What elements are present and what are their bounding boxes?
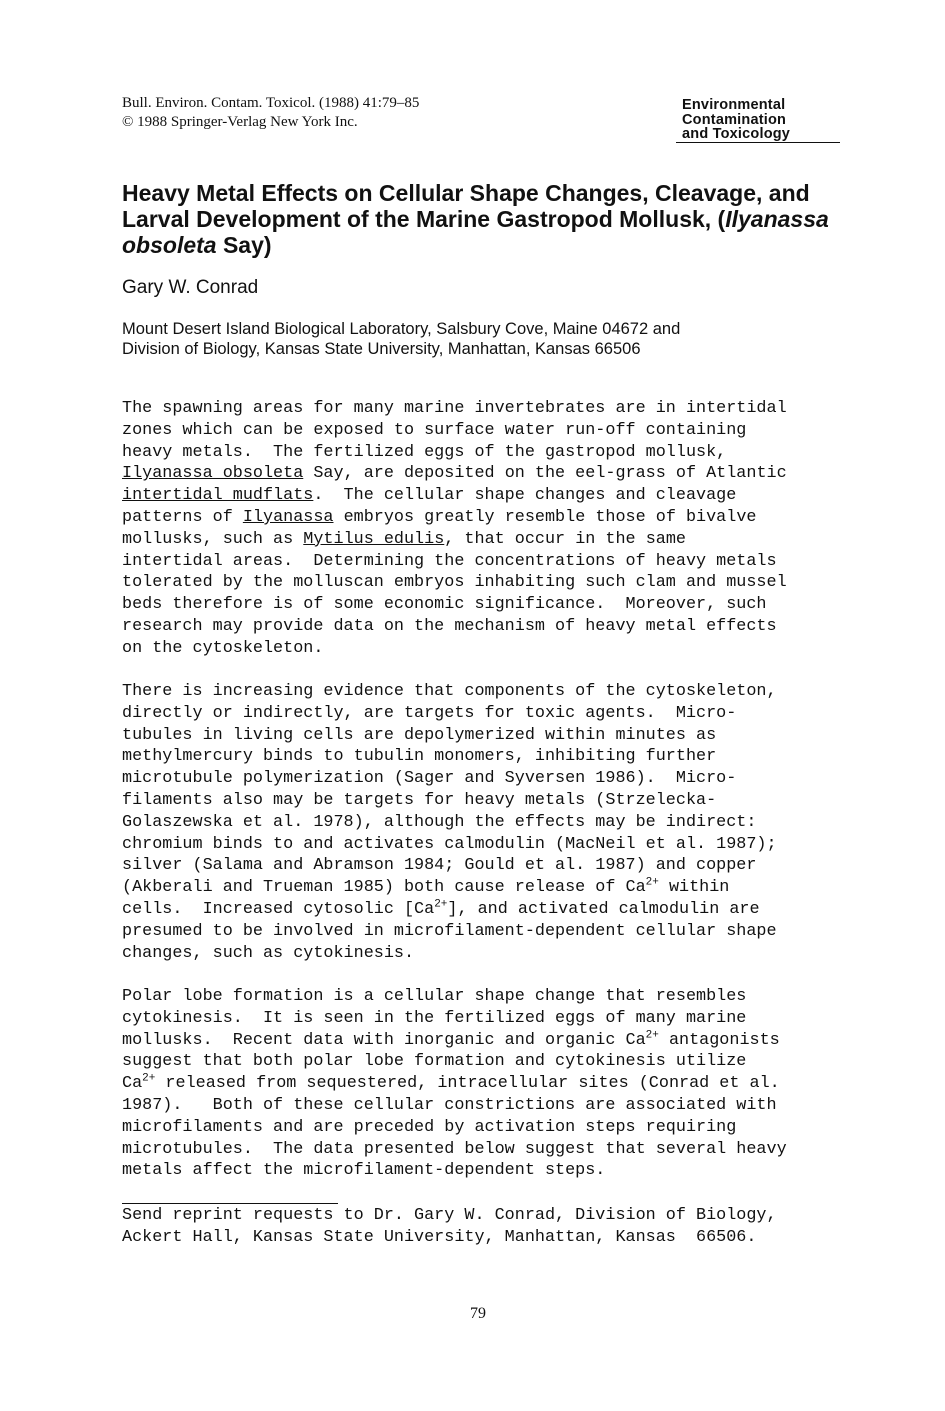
title-text: Heavy Metal Effects on Cellular Shape Changes, Cleavage, and Larval Development of the Marine Gastropod Mollusk, ( bbox=[122, 180, 810, 232]
paragraph-2 bbox=[122, 681, 862, 964]
text-line: . The cellular shape changes and cleavage bbox=[313, 486, 737, 506]
paragraph-3 bbox=[122, 986, 862, 1182]
text-line: presumed to be involved in microfilament-dependent cellular shape bbox=[122, 921, 777, 941]
article-title bbox=[122, 180, 842, 258]
text-line: The spawning areas for many marine invertebrates are in intertidal bbox=[122, 399, 787, 418]
text-line: Send reprint requests to Dr. Gary W. Conrad, Division of Biology, bbox=[122, 1206, 777, 1225]
superscript: 2+ bbox=[434, 898, 448, 911]
text-line: directly or indirectly, are targets for toxic agents. Micro- bbox=[122, 703, 737, 723]
text-line: Polar lobe formation is a cellular shape change that resembles bbox=[122, 987, 747, 1006]
text-line: embryos greatly resemble those of bivalve bbox=[333, 507, 757, 527]
superscript: 2+ bbox=[645, 876, 659, 889]
copyright: © 1988 Springer-Verlag New York Inc. bbox=[122, 114, 358, 130]
author-name: Gary W. Conrad bbox=[122, 277, 259, 298]
text-line: microtubule polymerization (Sager and Syversen 1986). Micro- bbox=[122, 769, 737, 789]
text-line: tolerated by the molluscan embryos inhabiting such clam and mussel bbox=[122, 573, 787, 593]
text-line: cytokinesis. It is seen in the fertilized eggs of many marine bbox=[122, 1008, 747, 1028]
text-line: filaments also may be targets for heavy metals (Strzelecka- bbox=[122, 790, 717, 810]
text-line: heavy metals. The fertilized eggs of the gastropod mollusk, bbox=[122, 442, 727, 462]
superscript: 2+ bbox=[645, 1029, 659, 1041]
page-number: 79 bbox=[470, 1305, 486, 1322]
text-line: beds therefore is of some economic significance. Moreover, such bbox=[122, 595, 767, 615]
text-line: mollusks, such as bbox=[122, 529, 304, 549]
journal-logo-line-1: Environmental bbox=[682, 97, 786, 113]
text-line: Say, are deposited on the eel-grass of Atlantic bbox=[303, 464, 787, 484]
text-line: metals affect the microfilament-dependent steps. bbox=[122, 1161, 606, 1181]
habitat-term: intertidal mudflats bbox=[122, 486, 314, 506]
journal-logo-line-3: and Toxicology bbox=[682, 126, 791, 142]
text-line: on the cytoskeleton. bbox=[122, 638, 324, 658]
text-line: suggest that both polar lobe formation and cytokinesis utilize bbox=[122, 1052, 747, 1072]
text-line: patterns of bbox=[122, 507, 243, 527]
text-line: within bbox=[658, 878, 730, 898]
superscript: 2+ bbox=[142, 1072, 156, 1085]
text-line: chromium binds to and activates calmodulin (MacNeil et al. 1987); bbox=[122, 834, 777, 854]
title-species: Ilyanassa obsoleta bbox=[122, 206, 829, 258]
text-line: Ackert Hall, Kansas State University, Manhattan, Kansas 66506. bbox=[122, 1227, 757, 1247]
footnote-divider bbox=[122, 1203, 338, 1204]
journal-citation-block bbox=[122, 94, 419, 132]
text-line: intertidal areas. Determining the concentrations of heavy metals bbox=[122, 551, 777, 571]
text-line: research may provide data on the mechanism of heavy metal effects bbox=[122, 616, 777, 636]
text-line: released from sequestered, intracellular sites (Conrad et al. bbox=[155, 1074, 780, 1094]
text-line: zones which can be exposed to surface water run-off containing bbox=[122, 420, 747, 440]
text-line: (Akberali and Trueman 1985) both cause release of Ca bbox=[122, 878, 646, 898]
text-line: There is increasing evidence that components of the cytoskeleton, bbox=[122, 682, 777, 701]
genus-name: Ilyanassa bbox=[242, 507, 334, 527]
text-line: methylmercury binds to tubulin monomers, inhibiting further bbox=[122, 747, 717, 767]
text-line: tubules in living cells are depolymerized within minutes as bbox=[122, 725, 717, 745]
text-line: , that occur in the same bbox=[444, 529, 686, 549]
species-name: Ilyanassa obsoleta bbox=[122, 464, 304, 484]
title-text-end: Say) bbox=[216, 232, 272, 258]
paragraph-1 bbox=[122, 398, 862, 660]
text-line: changes, such as cytokinesis. bbox=[122, 943, 415, 963]
journal-logo-line-2: Contamination bbox=[682, 111, 787, 128]
author-affiliation: Mount Desert Island Biological Laboratory, Salsbury Cove, Maine 04672 and Division of Biology, Kansas State University, Manhattan, Kansas 66506 bbox=[122, 320, 681, 358]
text-line: microfilaments and are preceded by activation steps requiring bbox=[122, 1117, 737, 1137]
species-name: Mytilus edulis bbox=[303, 529, 445, 549]
text-line: Ca bbox=[122, 1074, 143, 1094]
text-line: 1987). Both of these cellular constrictions are associated with bbox=[122, 1095, 777, 1115]
text-line: antagonists bbox=[658, 1030, 780, 1050]
footnote bbox=[122, 1205, 862, 1249]
text-line: silver (Salama and Abramson 1984; Gould et al. 1987) and copper bbox=[122, 856, 757, 876]
text-line: cells. Increased cytosolic [Ca bbox=[122, 899, 435, 919]
citation: Bull. Environ. Contam. Toxicol. (1988) 41:79–85 bbox=[122, 95, 420, 111]
text-line: microtubules. The data presented below suggest that several heavy bbox=[122, 1139, 787, 1159]
text-line: mollusks. Recent data with inorganic and organic Ca bbox=[122, 1030, 646, 1050]
text-line: ], and activated calmodulin are bbox=[447, 899, 760, 919]
text-line: Golaszewska et al. 1978), although the effects may be indirect: bbox=[122, 812, 757, 832]
journal-logo bbox=[676, 98, 840, 143]
